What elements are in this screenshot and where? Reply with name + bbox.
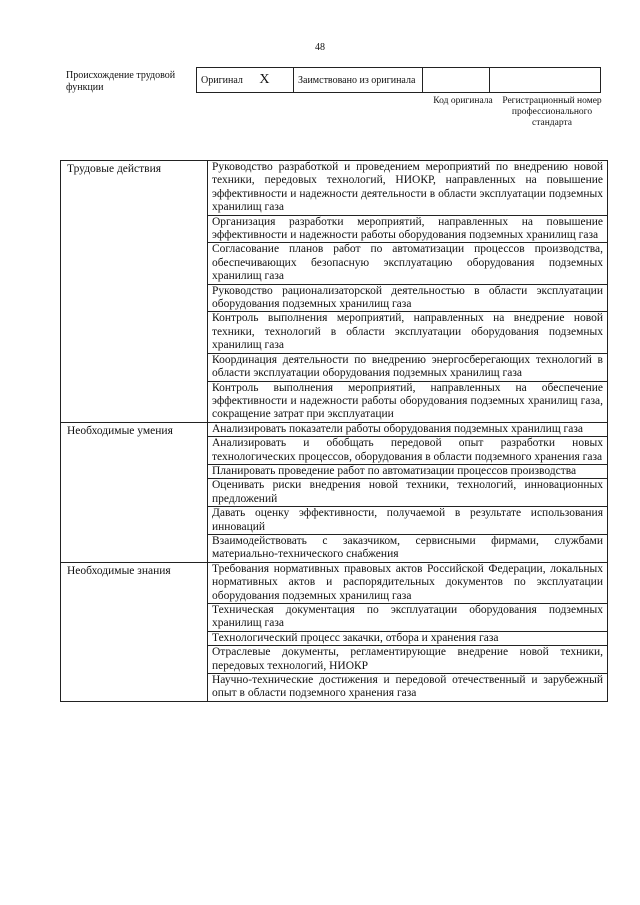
list-item: Техническая документация по эксплуатации оборудования подземных хранилищ газа [208,604,608,632]
list-item: Научно-технические достижения и передовой отечественный и зарубежный опыт в области подземного хранения газа [208,674,608,702]
table-row [61,562,608,603]
list-item: Требования нормативных правовых актов Российской Федерации, локальных нормативных актов и распорядительных документов по эксплуатации оборудования подземных хранилищ газа [208,562,608,603]
list-item: Давать оценку эффективности, получаемой в результате использования инноваций [208,507,608,535]
origin-label: Происхождение трудовой функции [66,70,176,93]
list-item: Согласование планов работ по автоматизации процессов производства, обеспечивающих безопасную эксплуатацию оборудования подземных хранилищ газа [208,243,608,284]
list-item: Организация разработки мероприятий, направленных на повышение эффективности и надежности работы оборудования подземных хранилищ газа [208,215,608,243]
list-item: Взаимодействовать с заказчиком, сервисными фирмами, службами материально-технического снабжения [208,534,608,562]
list-item: Технологический процесс закачки, отбора и хранения газа [208,631,608,645]
list-item: Оценивать риски внедрения новой техники, технологий, инновационных предложений [208,479,608,507]
reg-number-label: Регистрационный номер профессионального стандарта [502,96,602,128]
original-label: Оригинал [201,75,243,86]
list-item: Контроль выполнения мероприятий, направленных на обеспечение эффективности и надежности работы оборудования подземных хранилищ газа, сокращение затрат при эксплуатации [208,381,608,422]
section-title: Трудовые действия [61,161,208,423]
code-label: Код оригинала [433,96,493,106]
list-item: Анализировать и обобщать передовой опыт разработки новых технологических процессов, оборудования в области подземного хранения газа [208,437,608,465]
borrowed-cell: Заимствовано из оригинала [294,68,423,93]
code-cell [423,68,490,93]
list-item: Координация деятельности по внедрению энергосберегающих технологий в области эксплуатации оборудования подземных хранилищ газа [208,353,608,381]
table-row [61,422,608,436]
list-item: Анализировать показатели работы оборудования подземных хранилищ газа [208,422,608,436]
section-title: Необходимые умения [61,422,208,562]
origin-table [196,67,601,93]
original-mark: X [259,72,270,87]
list-item: Руководство рационализаторской деятельностью в области эксплуатации оборудования подземных хранилищ газа [208,284,608,312]
page-number: 48 [315,42,325,53]
original-cell [197,68,294,93]
section-title: Необходимые знания [61,562,208,701]
list-item: Отраслевые документы, регламентирующие внедрение новой техники, передовых технологий, НИОКР [208,646,608,674]
functions-table [60,160,608,702]
reg-number-cell [490,68,601,93]
list-item: Руководство разработкой и проведением мероприятий по внедрению новой техники, передовых технологий, НИОКР, направленных на повышение эффективности и надежности деятельности в области эксплуатации подземных хранилищ газа [208,161,608,216]
list-item: Планировать проведение работ по автоматизации процессов производства [208,464,608,478]
list-item: Контроль выполнения мероприятий, направленных на внедрение новой техники, технологий в области эксплуатации оборудования подземных хранилищ газа [208,312,608,353]
table-row [61,161,608,216]
